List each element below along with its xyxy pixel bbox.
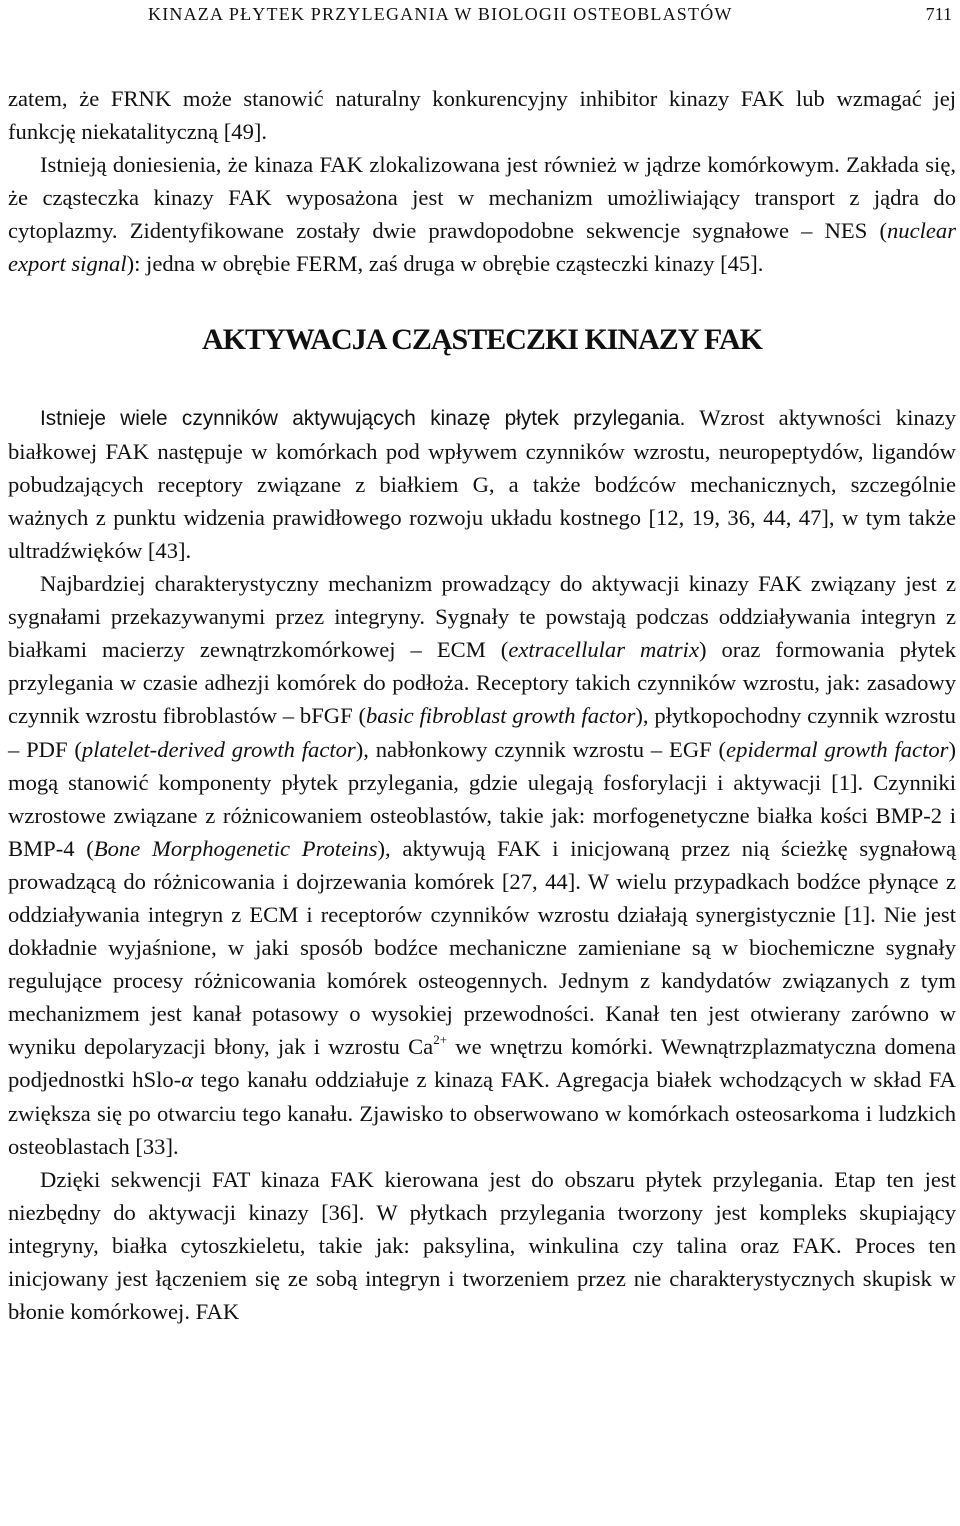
paragraph-4-text-3: ), płytkopochodny czynnik wzrostu – PDF (	[8, 703, 956, 762]
paragraph-3	[8, 401, 956, 567]
paragraph-2-text-end: ): jedna w obrębie FERM, zaś druga w obrębie cząsteczki kinazy [45].	[126, 251, 764, 277]
running-title: KINAZA PŁYTEK PRZYLEGANIA W BIOLOGII OSTEOBLASTÓW	[148, 4, 733, 24]
paragraph-4-italic-3: platelet-derived growth factor	[81, 736, 356, 762]
paragraph-2-text: Istnieją doniesienia, że kinaza FAK zlokalizowana jest również w jądrze komórkowym. Zakłada się, że cząsteczka kinazy FAK wyposażona jest w mechanizm umożliwiający transport z jądra do cytoplazmy. Zidentyfikowane zostały dwie prawdopodobne sekwencje sygnałowe – NES (	[8, 152, 956, 244]
document-page	[8, 0, 956, 1526]
superscript-charge: 2+	[433, 1032, 448, 1048]
body-text	[8, 82, 956, 1328]
section-heading: AKTYWACJA CZĄSTECZKI KINAZY FAK	[202, 322, 762, 356]
paragraph-5	[8, 1163, 956, 1328]
paragraph-4-italic-4: epidermal growth factor	[726, 736, 949, 762]
paragraph-4-italic-5: Bone Morphogenetic Proteins	[93, 835, 378, 861]
paragraph-4-text-4: ), nabłonkowy czynnik wzrostu – EGF (	[355, 736, 727, 762]
page-number: 711	[925, 4, 952, 24]
paragraph-4-text-7: we wnętrzu komórki. Wewnątrzplazmatyczna domena podjednostki hSlo-	[8, 1034, 956, 1093]
paragraph-1	[8, 82, 956, 148]
paragraph-4-text-5: ) mogą stanowić komponenty płytek przylegania, gdzie ulegają fosforylacji i aktywacji [1]. Czynniki wzrostowe związane z różnicowaniem osteoblastów, takie jak: morfogenetyczne białka kości BMP-2 i BMP-4 (	[8, 736, 956, 861]
paragraph-4-text-6: ), aktywują FAK i inicjowaną przez nią ścieżkę sygnałową prowadzącą do różnicowania i dojrzewania komórek [27, 44]. W wielu przypadkach bodźce płynące z oddziaływania integryn z ECM i receptorów czynników wzrostu działają synergistycznie [1]. Nie jest dokładnie wyjaśnione, w jaki sposób bodźce mechaniczne zamieniane są w biochemiczne sygnały regulujące procesy różnicowania komórek osteogennych. Jednym z kandydatów związanych z tym mechanizmem jest kanał potasowy o wysokiej przewodności. Kanał ten jest otwierany zarówno w wyniku depolaryzacji błony, jak i wzrostu Ca	[8, 835, 957, 1060]
running-header	[8, 4, 956, 28]
paragraph-2	[8, 148, 956, 280]
paragraph-1-text: zatem, że FRNK może stanowić naturalny konkurencyjny inhibitor kinazy FAK lub wzmagać jej funkcję niekatalityczną [49].	[8, 86, 956, 145]
paragraph-5-text: Dzięki sekwencji FAT kinaza FAK kierowana jest do obszaru płytek przylegania. Etap ten jest niezbędny do aktywacji kinazy [36]. W płytkach przylegania tworzony jest kompleks skupiający integryny, białka cytoszkieletu, takie jak: paksylina, winkulina czy talina oraz FAK. Proces ten inicjowany jest łączeniem się ze sobą integryn i tworzeniem przez nie charakterystycznych skupisk w błonie komórkowej. FAK	[8, 1166, 956, 1325]
greek-alpha: α	[181, 1067, 194, 1093]
paragraph-4-text-2: ) oraz formowania płytek przylegania w czasie adhezji komórek do podłoża. Receptory takich czynników wzrostu, jak: zasadowy czynnik wzrostu fibroblastów – bFGF (	[8, 637, 957, 729]
paragraph-2-italic: nuclear export signal	[8, 218, 956, 277]
paragraph-4	[8, 567, 956, 1163]
paragraph-3-lead: Istnieje wiele czynników aktywujących kinazę płytek przylegania.	[40, 406, 686, 430]
paragraph-4-italic-1: extracellular matrix	[508, 637, 699, 663]
paragraph-4-italic-2: basic fibroblast growth factor	[366, 703, 636, 729]
paragraph-4-text-8: tego kanału oddziałuje z kinazą FAK. Agregacja białek wchodzących w skład FA zwiększa się po otwarciu tego kanału. Zjawisko to obserwowano w komórkach osteosarkoma i ludzkich osteoblastach [33].	[8, 1067, 956, 1159]
paragraph-4-text-1: Najbardziej charakterystyczny mechanizm prowadzący do aktywacji kinazy FAK związany jest z sygnałami przekazywanymi przez integryny. Sygnały te powstają podczas oddziaływania integryn z białkami macierzy zewnątrzkomórkowej – ECM (	[8, 571, 956, 663]
paragraph-3-text: Wzrost aktywności kinazy białkowej FAK następuje w komórkach pod wpływem czynników wzrostu, neuropeptydów, ligandów pobudzających receptory związane z białkiem G, a także bodźców mechanicznych, szczególnie ważnych z punktu widzenia prawidłowego rozwoju układu kostnego [12, 19, 36, 44, 47], w tym także ultradźwięków [43].	[8, 404, 956, 563]
